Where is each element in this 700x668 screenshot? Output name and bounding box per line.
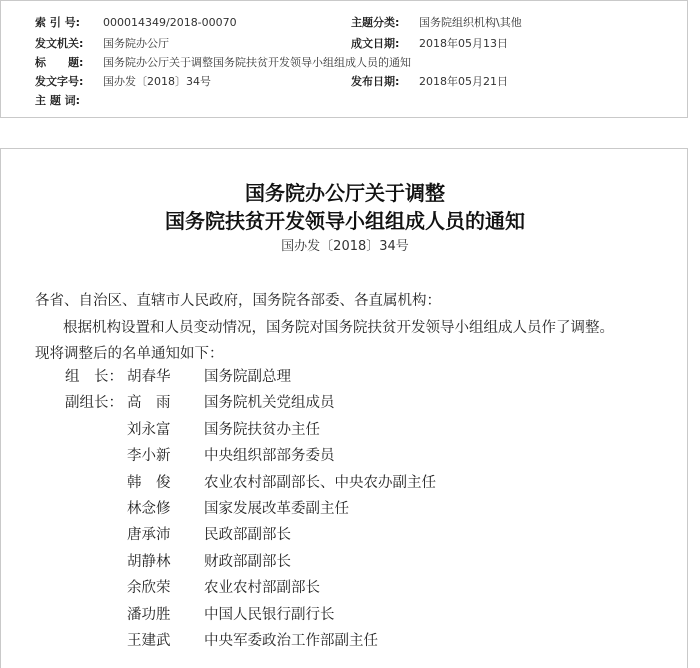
member-name: 高 雨 bbox=[127, 395, 171, 412]
member-position: 国务院扶贫办主任 bbox=[204, 421, 320, 438]
meta-topic-label: 主题分类: bbox=[351, 16, 400, 29]
member-name: 刘永富 bbox=[127, 421, 171, 438]
member-name: 潘功胜 bbox=[127, 606, 171, 623]
meta-title-value: 国务院办公厅关于调整国务院扶贫开发领导小组组成人员的通知 bbox=[103, 56, 411, 69]
salutation: 各省、自治区、直辖市人民政府，国务院各部委、各直属机构： bbox=[35, 293, 441, 309]
meta-topic-row bbox=[351, 14, 522, 32]
member-position: 农业农村部副部长、中央农办副主任 bbox=[204, 474, 436, 491]
member-position: 中央组织部部务委员 bbox=[204, 448, 335, 465]
document-title-line2: 国务院扶贫开发领导小组组成人员的通知 bbox=[165, 209, 525, 233]
meta-docnum-row bbox=[35, 73, 211, 91]
member-name: 胡春华 bbox=[127, 369, 171, 385]
document-body bbox=[0, 148, 688, 668]
member-position: 农业农村部副部长 bbox=[204, 580, 320, 597]
meta-published-value: 2018年05月21日 bbox=[419, 75, 508, 88]
meta-keywords-row bbox=[35, 92, 103, 110]
meta-title-label: 标 题: bbox=[35, 56, 84, 69]
body-paragraph-line2: 现将调整后的名单通知如下： bbox=[35, 346, 224, 362]
meta-index-label: 索 引 号: bbox=[35, 16, 81, 29]
member-name: 李小新 bbox=[127, 448, 171, 465]
member-name: 林念修 bbox=[127, 501, 171, 517]
document-number: 国办发〔2018〕34号 bbox=[281, 239, 409, 254]
meta-docnum-label: 发文字号: bbox=[35, 75, 84, 88]
member-role: 副组长： bbox=[65, 395, 123, 412]
member-position: 国家发展改革委副主任 bbox=[204, 501, 349, 517]
member-role: 组 长： bbox=[65, 369, 123, 385]
member-position: 财政部副部长 bbox=[204, 553, 291, 570]
member-position: 国务院副总理 bbox=[204, 369, 291, 385]
meta-docnum-value: 国办发〔2018〕34号 bbox=[103, 75, 211, 88]
document-metadata-panel bbox=[0, 0, 688, 118]
meta-index-value: 000014349/2018-00070 bbox=[103, 16, 237, 29]
member-name: 韩 俊 bbox=[127, 474, 171, 491]
meta-written-row bbox=[351, 35, 508, 53]
document-title-line1: 国务院办公厅关于调整 bbox=[245, 181, 445, 205]
member-name: 王建武 bbox=[127, 633, 171, 649]
member-name: 胡静林 bbox=[127, 553, 171, 570]
member-name: 余欣荣 bbox=[127, 580, 171, 597]
meta-issuer-label: 发文机关: bbox=[35, 37, 84, 50]
meta-issuer-row bbox=[35, 35, 169, 53]
meta-written-label: 成文日期: bbox=[351, 37, 400, 50]
meta-title-row bbox=[35, 54, 411, 72]
member-position: 中国人民银行副行长 bbox=[204, 606, 335, 623]
meta-keywords-label: 主 题 词: bbox=[35, 94, 81, 107]
meta-published-row bbox=[351, 73, 508, 91]
member-position: 中央军委政治工作部副主任 bbox=[204, 633, 378, 649]
body-paragraph-line1: 根据机构设置和人员变动情况，国务院对国务院扶贫开发领导小组组成人员作了调整。 bbox=[63, 320, 614, 336]
member-name: 唐承沛 bbox=[127, 527, 171, 544]
meta-published-label: 发布日期: bbox=[351, 75, 400, 88]
meta-topic-value: 国务院组织机构\其他 bbox=[419, 16, 522, 29]
meta-index-row bbox=[35, 14, 237, 32]
meta-written-value: 2018年05月13日 bbox=[419, 37, 508, 50]
member-position: 民政部副部长 bbox=[204, 527, 291, 544]
member-position: 国务院机关党组成员 bbox=[204, 395, 335, 412]
meta-issuer-value: 国务院办公厅 bbox=[103, 37, 169, 50]
